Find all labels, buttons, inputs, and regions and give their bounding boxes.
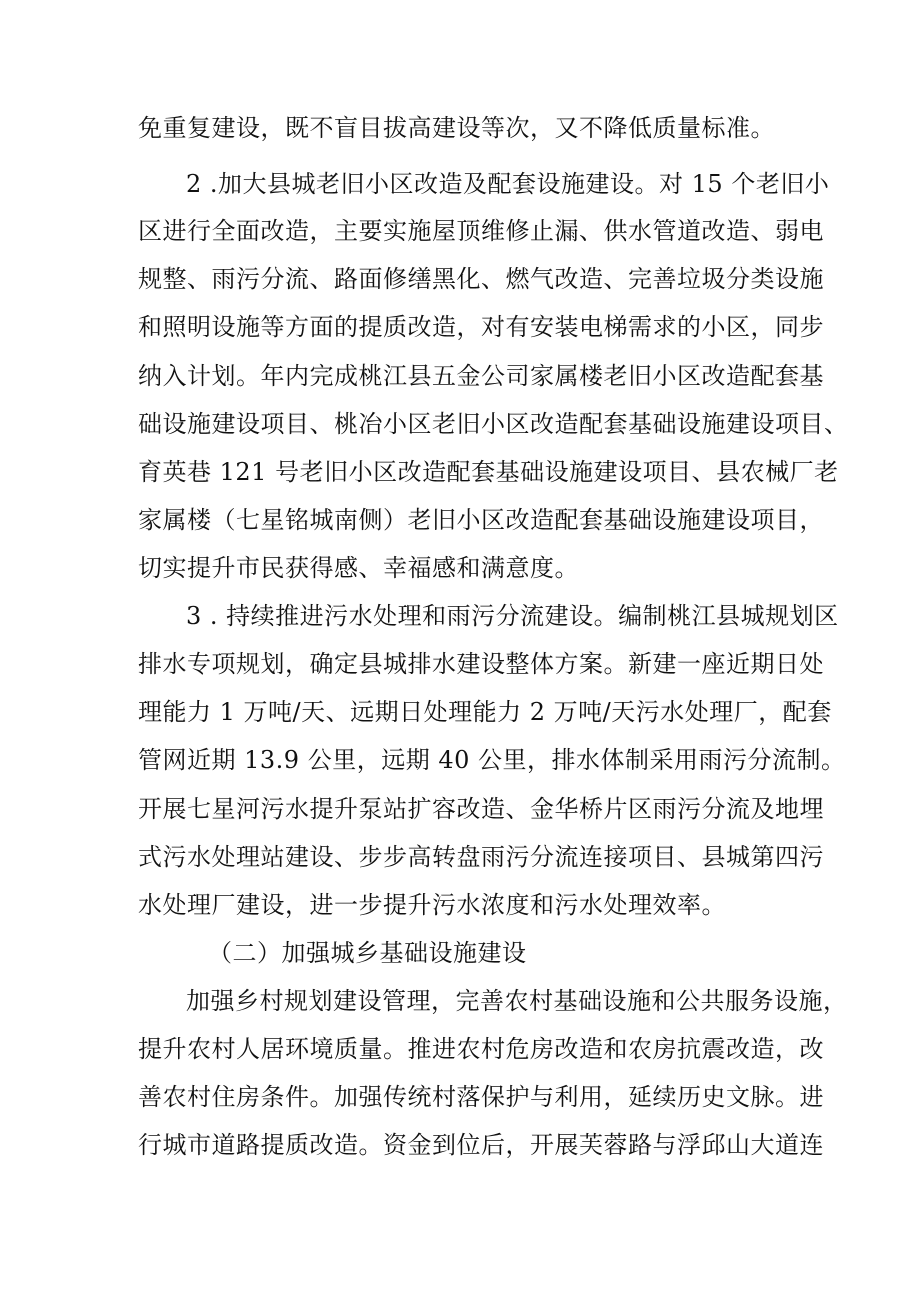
text-line: 提升农村人居环境质量。推进农村危房改造和农房抗震改造，改 [138, 1035, 824, 1063]
text-line: 开展七星河污水提升泵站扩容改造、金华桥片区雨污分流及地埋 [138, 795, 824, 823]
text-line: 排水专项规划，确定县城排水建设整体方案。新建一座近期日处 [138, 650, 824, 678]
text-line: 理能力 1 万吨/天、远期日处理能力 2 万吨/天污水处理厂，配套 [138, 698, 832, 726]
text-line: 水处理厂建设，进一步提升污水浓度和污水处理效率。 [138, 891, 726, 919]
text-line: 切实提升市民获得感、幸福感和满意度。 [138, 554, 579, 582]
section-heading: （二）加强城乡基础设施建设 [208, 939, 527, 967]
text-line: 纳入计划。年内完成桃江县五金公司家属楼老旧小区改造配套基 [138, 362, 824, 390]
text-line: 规整、雨污分流、路面修缮黑化、燃气改造、完善垃圾分类设施 [138, 265, 824, 293]
text-line: 3 . 持续推进污水处理和雨污分流建设。编制桃江县城规划区 [186, 602, 839, 630]
text-line: 善农村住房条件。加强传统村落保护与利用，延续历史文脉。进 [138, 1083, 824, 1111]
text-line: 管网近期 13.9 公里，远期 40 公里，排水体制采用雨污分流制。 [138, 746, 846, 774]
text-line: 区进行全面改造，主要实施屋顶维修止漏、供水管道改造、弱电 [138, 217, 824, 245]
text-line: 础设施建设项目、桃冶小区老旧小区改造配套基础设施建设项目、 [138, 410, 849, 438]
text-line: 和照明设施等方面的提质改造，对有安装电梯需求的小区，同步 [138, 313, 824, 341]
text-line: 2 .加大县城老旧小区改造及配套设施建设。对 15 个老旧小 [186, 170, 830, 198]
text-line: 育英巷 121 号老旧小区改造配套基础设施建设项目、县农械厂老 [138, 458, 839, 486]
text-line: 免重复建设，既不盲目拔高建设等次，又不降低质量标准。 [138, 114, 775, 142]
text-line: 式污水处理站建设、步步高转盘雨污分流连接项目、县城第四污 [138, 843, 824, 871]
text-line: 行城市道路提质改造。资金到位后，开展芙蓉路与浮邱山大道连 [138, 1131, 824, 1159]
text-line: 加强乡村规划建设管理，完善农村基础设施和公共服务设施， [186, 987, 848, 1015]
text-line: 家属楼（七星铭城南侧）老旧小区改造配套基础设施建设项目， [138, 506, 824, 534]
